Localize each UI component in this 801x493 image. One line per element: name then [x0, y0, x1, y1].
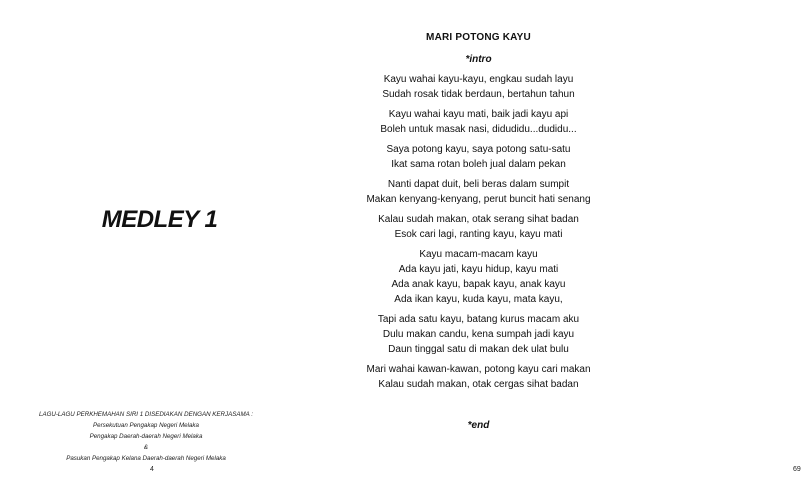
- stanza: [319, 312, 638, 357]
- lyric-line: Ada ikan kayu, kuda kayu, mata kayu,: [394, 294, 563, 305]
- lyric-line: Kalau sudah makan, otak cergas sihat badan: [378, 379, 579, 390]
- lyric-line: Kayu wahai kayu-kayu, engkau sudah layu: [383, 74, 574, 85]
- lyric-line: Kalau sudah makan, otak serang sihat badan: [378, 214, 579, 225]
- lyrics-block: [319, 72, 638, 397]
- stanza: [319, 72, 638, 102]
- stanza: [319, 177, 638, 207]
- stanza: [319, 107, 638, 137]
- lyric-line: Esok cari lagi, ranting kayu, kayu mati: [394, 229, 563, 240]
- lyric-line: Sudah rosak tidak berdaun, bertahun tahun: [382, 89, 575, 100]
- stanza: [319, 142, 638, 172]
- lyric-line: Kayu wahai kayu mati, baik jadi kayu api: [388, 109, 569, 120]
- page-number-right: 69: [793, 466, 801, 473]
- credits-line: &: [143, 444, 149, 451]
- lyric-line: Daun tinggal satu di makan dek ulat bulu: [388, 344, 569, 355]
- lyric-line: Ada kayu jati, kayu hidup, kayu mati: [398, 264, 559, 275]
- lyric-line: Makan kenyang-kenyang, perut buncit hati senang: [366, 194, 591, 205]
- medley-title: MEDLEY 1: [101, 206, 218, 233]
- right-page: [319, 0, 801, 493]
- page-number-left: 4: [150, 466, 154, 473]
- credits-line: Pasukan Pengakap Kelana Daerah-daerah Negeri Melaka: [66, 455, 226, 462]
- left-page: [0, 0, 319, 493]
- credits-block: [30, 409, 262, 464]
- stanza: [319, 362, 638, 392]
- song-title: MARI POTONG KAYU: [426, 32, 531, 43]
- end-marker: *end: [467, 420, 490, 431]
- credits-line: Pengakap Daerah-daerah Negeri Melaka: [89, 433, 203, 440]
- credits-line: LAGU-LAGU PERKHEMAHAN SIRI 1 DISEDIAKAN DENGAN KERJASAMA :: [39, 411, 253, 418]
- stanza: [319, 212, 638, 242]
- intro-marker: *intro: [465, 54, 492, 65]
- lyric-line: Dulu makan candu, kena sumpah jadi kayu: [382, 329, 575, 340]
- credits-line: Persekutuan Pengakap Negeri Melaka: [93, 422, 199, 429]
- lyric-line: Ikat sama rotan boleh jual dalam pekan: [391, 159, 566, 170]
- stanza: [319, 247, 638, 307]
- lyric-line: Tapi ada satu kayu, batang kurus macam aku: [377, 314, 580, 325]
- lyric-line: Mari wahai kawan-kawan, potong kayu cari makan: [366, 364, 591, 375]
- lyric-line: Ada anak kayu, bapak kayu, anak kayu: [391, 279, 566, 290]
- lyric-line: Nanti dapat duit, beli beras dalam sumpit: [387, 179, 570, 190]
- lyric-line: Kayu macam-macam kayu: [419, 249, 538, 260]
- lyric-line: Saya potong kayu, saya potong satu-satu: [386, 144, 571, 155]
- lyric-line: Boleh untuk masak nasi, didudidu...dudidu...: [380, 124, 577, 135]
